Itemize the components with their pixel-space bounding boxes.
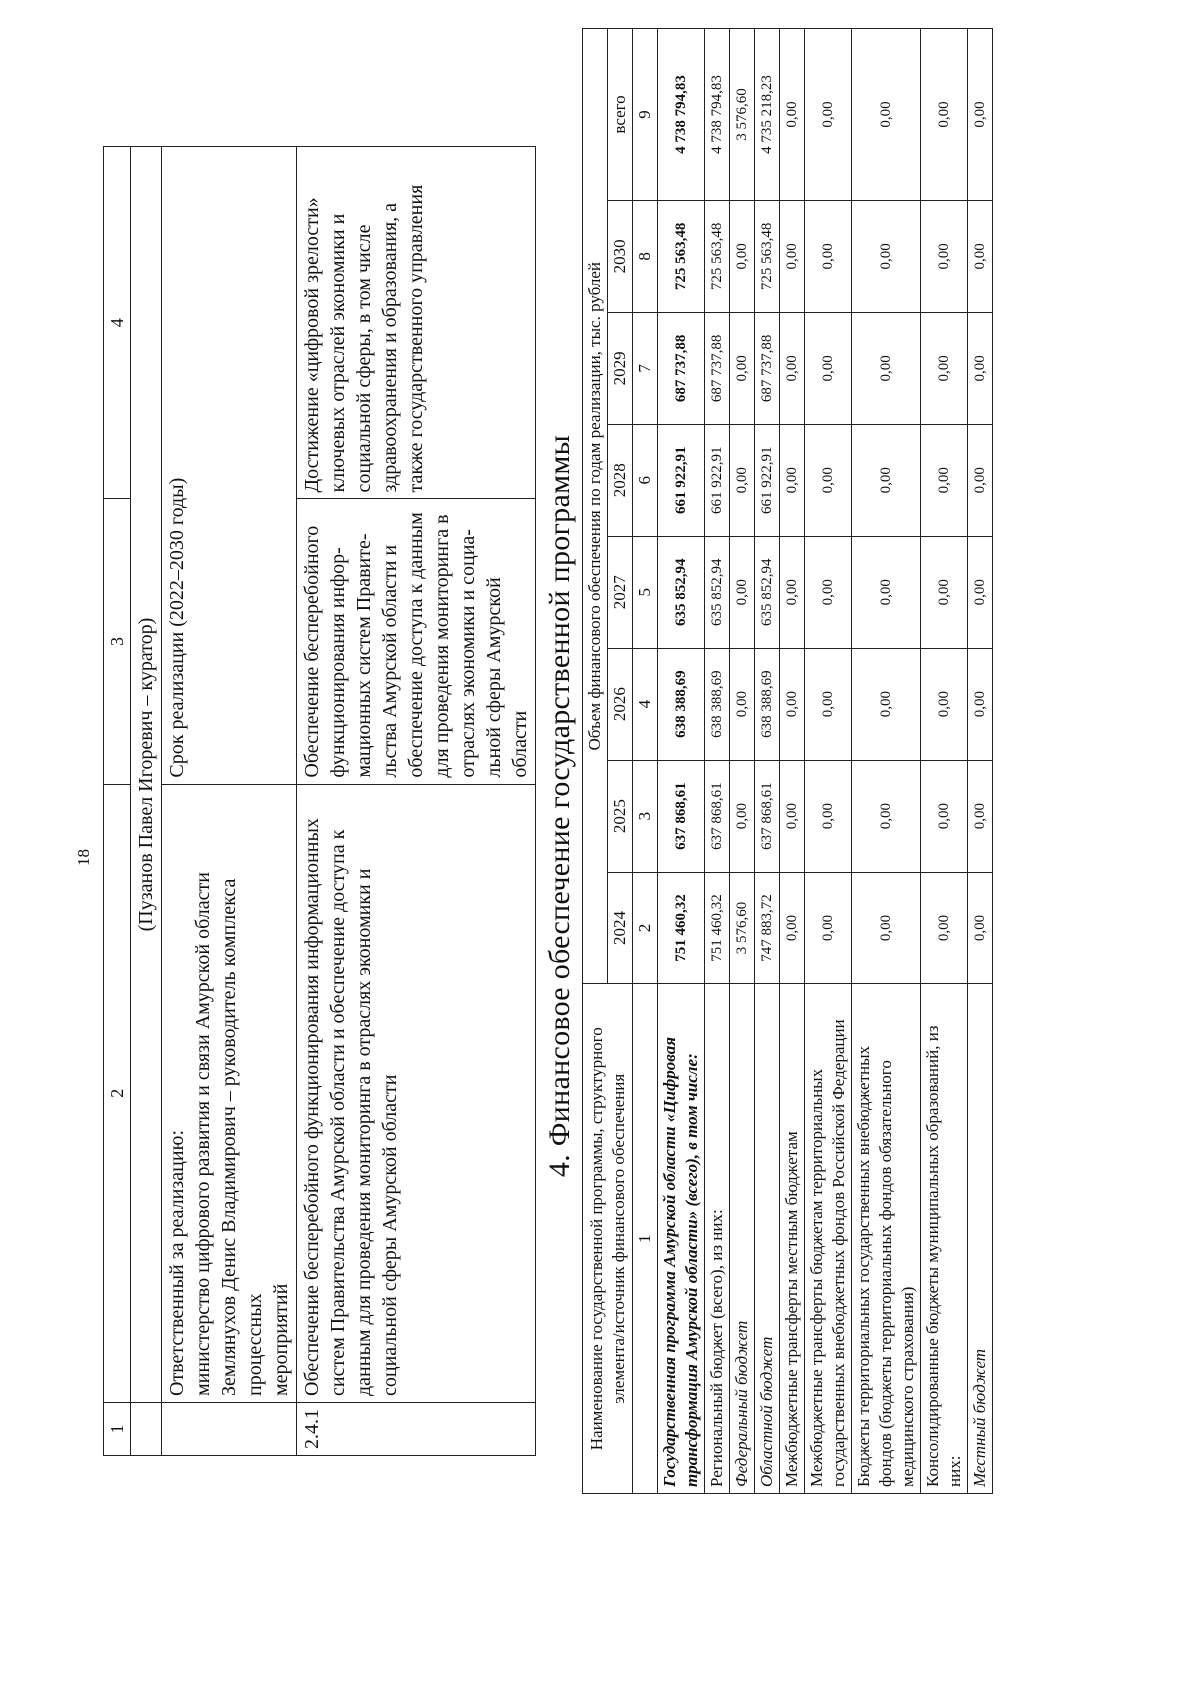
responsible-line: министерство цифрового развития и связи Амурской области [192,872,214,1396]
amount-cell: 0,00 [921,760,968,872]
row-label-line: Межбюджетные трансферты бюджетам территориальных [807,1068,826,1487]
column-number: 2 [633,872,658,984]
task-name-line: систем Правительства Амурской области и обеспечение доступа к [327,829,349,1396]
financing-row [921,29,968,1494]
amount-cell: 0,00 [852,424,921,536]
row-label-line: трансформация Амурской области» (всего), в том числе: [682,1053,701,1487]
task-goal-line: здравоохранения и образования, а [379,202,401,493]
year-header: 2026 [608,648,633,760]
row-label-line: Местный бюджет [970,1348,989,1487]
year-header: всего [608,29,633,201]
amount-cell: 0,00 [805,536,852,648]
amount-cell: 0,00 [730,424,755,536]
column-number: 7 [633,312,658,424]
amount-cell: 0,00 [730,536,755,648]
row-label-line: фондов (бюджеты территориальных фондов обязательного [876,1060,895,1487]
name-header-line: Наименование государственной программы, структурного [586,1027,606,1451]
responsible-line: мероприятий [270,1283,292,1396]
amount-cell: 0,00 [852,760,921,872]
task-number: 2.4.1 [297,1403,536,1456]
term-cell [162,147,297,785]
task-result-line: Обеспечение бесперебойного [301,525,323,778]
financing-row [705,29,730,1494]
amount-cell: 0,00 [921,200,968,312]
row-label [805,984,852,1494]
task-result-line: отраслях экономики и социа- [457,529,479,778]
amount-cell: 0,00 [968,29,993,201]
structure-table [103,146,536,1456]
amount-cell: 0,00 [805,760,852,872]
responsible-cell [162,784,297,1402]
amount-cell: 0,00 [852,200,921,312]
volume-header: Объем финансового обеспечения по годам реализации, тыс. рублей [583,29,608,985]
row-label-line: Региональный бюджет (всего), из них: [707,1209,726,1487]
row-label-line: Федеральный бюджет [732,1320,751,1487]
task-goal-cell [297,147,536,499]
task-goal-line: Достижение «цифровой зрелости» [301,197,323,493]
task-name-cell [297,784,536,1402]
amount-cell: 0,00 [968,760,993,872]
row-label [921,984,968,1494]
task-name-line: социальной сферы Амурской области [379,1074,401,1396]
row-label [705,984,730,1494]
curator-row [131,147,162,1456]
amount-cell: 0,00 [780,648,805,760]
financing-row [805,29,852,1494]
amount-cell: 687 737,88 [658,312,705,424]
column-number: 9 [633,29,658,201]
amount-cell: 635 852,94 [705,536,730,648]
financing-row [755,29,780,1494]
amount-cell: 0,00 [780,200,805,312]
task-row [297,147,536,1456]
column-number: 8 [633,200,658,312]
financing-row [780,29,805,1494]
term-text: Срок реализации (2022–2030 годы) [166,477,188,778]
task-name-line: Обеспечение бесперебойного функционирования информационных [301,818,323,1396]
amount-cell: 687 737,88 [705,312,730,424]
amount-cell: 0,00 [805,312,852,424]
amount-cell: 0,00 [852,536,921,648]
amount-cell: 4 735 218,23 [755,29,780,201]
amount-cell: 638 388,69 [658,648,705,760]
amount-cell: 3 576,60 [730,872,755,984]
amount-cell: 0,00 [780,424,805,536]
row-label [852,984,921,1494]
empty-cell [131,1403,162,1456]
amount-cell: 0,00 [921,312,968,424]
amount-cell: 0,00 [968,312,993,424]
year-header: 2028 [608,424,633,536]
column-number: 4 [633,648,658,760]
financing-header-row [583,29,608,1494]
amount-cell: 0,00 [730,312,755,424]
amount-cell: 0,00 [921,536,968,648]
amount-cell: 637 868,61 [755,760,780,872]
amount-cell: 0,00 [805,29,852,201]
amount-cell: 3 576,60 [730,29,755,201]
year-header: 2030 [608,200,633,312]
task-result-line: льства Амурской области и [379,544,401,778]
task-result-line: функционирования инфор- [327,547,349,778]
page-number: 18 [74,849,93,866]
task-result-line: мационных систем Правите- [353,533,375,778]
row-label [658,984,705,1494]
amount-cell: 0,00 [968,536,993,648]
amount-cell: 0,00 [852,872,921,984]
name-header-line: элемента/источник финансового обеспечения [608,1073,628,1404]
amount-cell: 725 563,48 [755,200,780,312]
amount-cell: 635 852,94 [658,536,705,648]
row-label-line: Бюджеты территориальных государственных внебюджетных [854,1045,873,1487]
amount-cell: 0,00 [968,200,993,312]
amount-cell: 0,00 [805,648,852,760]
year-header: 2027 [608,536,633,648]
year-header: 2029 [608,312,633,424]
amount-cell: 0,00 [852,648,921,760]
curator-text: (Пузанов Павел Игоревич – куратор) [131,147,162,1403]
amount-cell: 4 738 794,83 [658,29,705,201]
name-header [583,984,633,1494]
amount-cell: 0,00 [780,760,805,872]
amount-cell: 0,00 [805,424,852,536]
amount-cell: 637 868,61 [658,760,705,872]
structure-table-header-row [104,147,131,1456]
column-number: 5 [633,536,658,648]
row-label-line: Областной бюджет [757,1336,776,1487]
financing-row [730,29,755,1494]
row-label [730,984,755,1494]
amount-cell: 4 738 794,83 [705,29,730,201]
amount-cell: 0,00 [921,29,968,201]
amount-cell: 725 563,48 [705,200,730,312]
empty-cell [162,1403,297,1456]
amount-cell: 725 563,48 [658,200,705,312]
amount-cell: 0,00 [921,648,968,760]
financing-row [852,29,921,1494]
amount-cell: 0,00 [780,29,805,201]
row-label-line: государственных внебюджетных фондов Российской Федерации [829,1019,848,1487]
row-label-line: Консолидированные бюджеты муниципальных образований, из [923,1025,942,1487]
col-header-4: 4 [104,147,131,499]
financing-body [658,29,993,1494]
amount-cell: 0,00 [852,29,921,201]
amount-cell: 751 460,32 [705,872,730,984]
row-label-line: медицинского страхования) [898,1286,917,1487]
column-numbers-row [633,29,658,1494]
amount-cell: 0,00 [921,424,968,536]
financing-row [968,29,993,1494]
amount-cell: 0,00 [805,200,852,312]
amount-cell: 661 922,91 [755,424,780,536]
amount-cell: 0,00 [805,872,852,984]
amount-cell: 635 852,94 [755,536,780,648]
year-header: 2024 [608,872,633,984]
row-label [780,984,805,1494]
amount-cell: 0,00 [730,760,755,872]
amount-cell: 637 868,61 [705,760,730,872]
task-result-line: льной сферы Амурской области [483,577,531,778]
amount-cell: 661 922,91 [705,424,730,536]
amount-cell: 751 460,32 [658,872,705,984]
amount-cell: 0,00 [730,648,755,760]
amount-cell: 0,00 [780,312,805,424]
task-goal-line: ключевых отраслей экономики и [327,213,349,493]
financing-row [658,29,705,1494]
task-result-line: обеспечение доступа к данным [405,512,427,778]
amount-cell: 0,00 [921,872,968,984]
row-label [755,984,780,1494]
year-header: 2025 [608,760,633,872]
column-number: 3 [633,760,658,872]
col-header-3: 3 [104,499,131,784]
column-number: 1 [633,984,658,1494]
responsible-row [162,147,297,1456]
responsible-line: Землянухов Денис Владимирович – руководитель комплекса процессных [218,878,266,1396]
task-goal-line: социальной сферы, в том числе [353,224,375,493]
task-result-line: для проведения мониторинга в [431,514,453,778]
row-label-line: Государственная программа Амурской области «Цифровая [660,1037,679,1487]
task-name-line: данным для проведения мониторинга в отраслях экономики и [353,868,375,1396]
amount-cell: 0,00 [968,424,993,536]
section-heading: 4. Финансовое обеспечение государственной программы [543,434,576,1178]
amount-cell: 0,00 [968,648,993,760]
col-header-1: 1 [104,1403,131,1456]
amount-cell: 0,00 [780,872,805,984]
amount-cell: 0,00 [968,872,993,984]
amount-cell: 0,00 [780,536,805,648]
task-result-cell [297,499,536,784]
column-number: 6 [633,424,658,536]
amount-cell: 638 388,69 [755,648,780,760]
row-label-line: них: [945,1455,964,1487]
task-goal-line: также государственного управления [405,184,427,493]
amount-cell: 0,00 [730,200,755,312]
row-label-line: Межбюджетные трансферты местным бюджетам [782,1131,801,1487]
financing-table [582,28,993,1494]
amount-cell: 661 922,91 [658,424,705,536]
amount-cell: 747 883,72 [755,872,780,984]
amount-cell: 638 388,69 [705,648,730,760]
responsible-line: Ответственный за реализацию: [166,1129,188,1396]
amount-cell: 687 737,88 [755,312,780,424]
amount-cell: 0,00 [852,312,921,424]
row-label [968,984,993,1494]
col-header-2: 2 [104,784,131,1402]
